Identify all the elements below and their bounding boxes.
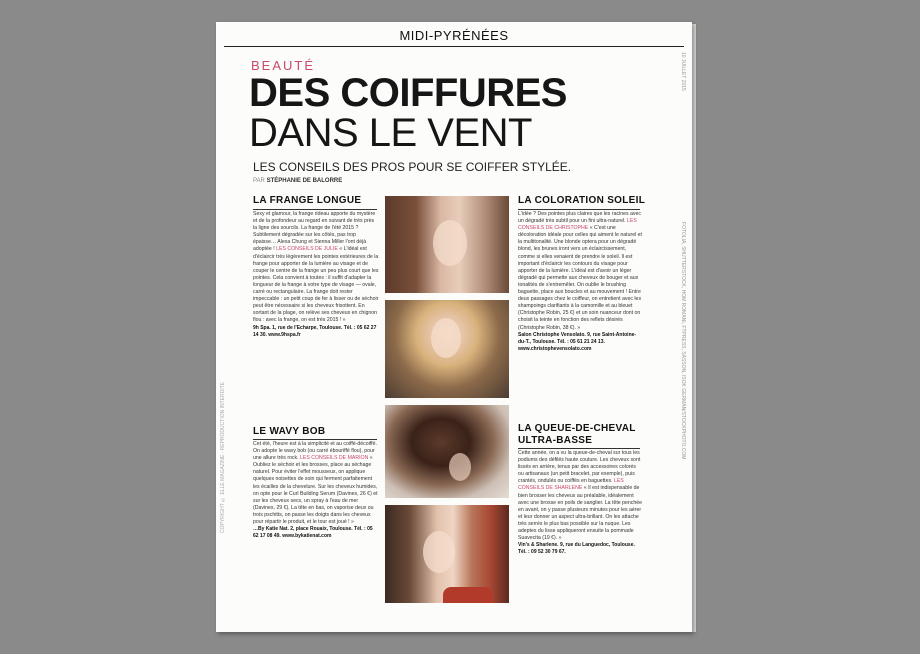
section-rule	[518, 448, 640, 449]
byline	[253, 178, 342, 184]
wavy-conseil-label: LES CONSEILS DE MARION	[300, 455, 369, 462]
article-column-queue	[518, 450, 642, 606]
coloration-intro: L'idée ? Des pointes plus claires que les racines avec un dégradé très subtil pour un fini ultra-naturel.	[518, 211, 641, 225]
photo-queue-de-cheval	[385, 505, 509, 603]
frange-address: 9h Spa. 1, rue de l'Echarpe, Toulouse. Tél. : 05 62 27 14 30. www.9hspa.fr	[253, 324, 377, 338]
article-column-frange	[253, 211, 379, 422]
side-copyright: COPYRIGHT © ELLE MAGAZINE - REPRODUCTION INTERDITE	[220, 382, 226, 533]
red-dress	[443, 587, 493, 603]
queue-title-line-2: ULTRA-BASSE	[518, 435, 593, 446]
face-shape	[433, 220, 467, 266]
page-edge	[692, 24, 696, 632]
face-shape	[449, 453, 471, 481]
wavy-address: …By Katie Nat. 2, place Rouaix, Toulouse. Tél. : 05 62 17 08 49. www.bykatienat.com	[253, 526, 373, 540]
photo-wavy-bob	[385, 405, 509, 498]
section-title-frange: LA FRANGE LONGUE	[253, 195, 362, 206]
face-shape	[423, 531, 455, 573]
article-column-wavy	[253, 441, 379, 606]
photo-coloration-soleil	[385, 300, 509, 398]
subtitle: LES CONSEILS DES PROS POUR SE COIFFER STYLÉE.	[253, 160, 572, 174]
header-rule	[224, 46, 684, 47]
frange-intro: Sexy et glamour, la frange rideau apporte du mystère et de la profondeur au regard en suivant de très près la ligne des sourcils. La frange de l'été 2015 ? Subtilement dégradée sur les côtés, pas trop épaisse… Alexa Chung et Sienna Miller l'ont déjà adoptée !	[253, 211, 376, 253]
side-credit: FOTOLIA, SHUTTERSTOCK, HOM ROMANI, FTPRESS, SASSON, ISOK GERMAN/STOCKPHOTO.COM	[680, 222, 686, 460]
section-rule	[518, 209, 640, 210]
wavy-intro: Cet été, l'heure est à la simplicité et au coiffé-décoiffé. On adopte le wavy bob (ou carré ébouriffé flou), pour une allure très rock.	[253, 441, 377, 462]
rubric: BEAUTÉ	[251, 58, 316, 73]
queue-intro: Cette année, on a vu la queue-de-cheval sur tous les podiums des défilés haute couture. Les cheveux sont lissés en arrière, tenus par des accessoires colorés ou artisanaux (un petit bracelet, par exemple), puis crantés, ondulés ou coiffés en baguettes.	[518, 450, 641, 485]
coloration-body: « C'est une décoloration idéale pour celles qui aiment le naturel et la multitonalité. Une blonde optera pour un dégradé blond, les brunes iront vers un éclaircissement, comme si elles venaient de prendre le soleil. Il est important d'éclaircir les contours du visage pour apporter de la lumière. L'idéal est d'avoir un léger dégradé qui permette aux cheveux de bouger et aux tonalités de s'entremêler. On oublie le brushing baguette, place aux boucles et au mouvement ! Entre deux passages chez le coiffeur, on entretient avec les shampoings clarifiants à la camomille et au bleuet (Christophe Robin, 25 €) et un soin nuanceur dont on choisit la teinte en fonction des reflets désirés (Christophe Robin, 38 €). »	[518, 225, 642, 331]
section-title-coloration: LA COLORATION SOLEIL	[518, 195, 646, 206]
section-title-wavy: LE WAVY BOB	[253, 426, 326, 437]
section-header: MIDI-PYRÉNÉES	[399, 28, 509, 43]
frange-body: « L'idéal est d'éclaircir très légèrement les pointes extérieures de la frange pour apporter de la lumière au visage et de couper le centre de la frange un peu plus court que les pointes. Cela convient à toutes : il suffit d'adapter la longueur de la frange à votre type de visage — ovale, carré ou rectangulaire. La frange doit rester impeccable : un petit coup de fer à lisser ou de séchoir peut être nécessaire si les cheveux frisottent. En sortant de la plage, on relève ses cheveux en chignon flou : avec la frange, on est très 2015 ! »	[253, 246, 379, 324]
section-rule	[253, 209, 377, 210]
byline-prefix: PAR	[253, 178, 265, 184]
coloration-conseil-label: LES CONSEILS DE CHRISTOPHE	[518, 218, 637, 232]
coloration-address: Salon Christophe Vensolato. 9, rue Saint-Antoine-du-T., Toulouse. Tél. : 05 61 21 24 13. www.christophevensolato.com	[518, 331, 637, 352]
article-column-coloration	[518, 211, 642, 418]
section-rule	[253, 439, 377, 440]
side-date: 10 JUILLET 2015	[680, 52, 686, 91]
section-title-queue	[518, 423, 636, 447]
frange-conseil-label: LES CONSEILS DE JULIE	[276, 246, 338, 253]
face-shape	[431, 318, 461, 358]
queue-conseil-label: LES CONSEILS DE SHARLENE	[518, 478, 624, 492]
headline-line-2: DANS LE VENT	[249, 111, 532, 155]
magazine-page	[216, 22, 692, 632]
byline-author: STÉPHANIE DE BALORRE	[266, 178, 343, 184]
headline-line-1: DES COIFFURES	[249, 71, 567, 115]
queue-address: Vin's & Sharlene. 9, rue du Languedoc, Toulouse. Tél. : 09 52 30 79 67.	[518, 542, 635, 556]
photo-frange-longue	[385, 196, 509, 293]
queue-title-line-1: LA QUEUE-DE-CHEVAL	[518, 423, 636, 434]
wavy-body: « Oubliez le séchoir et les brosses, place au séchage naturel. Pour éviter l'effet mousseux, on applique quelques noisettes de soin qui ferment parfaitement les écailles de la chevelure. Sur les cheveux humides, on opte pour le Curl Building Serum (Davines, 26 €) et sur les cheveux secs, un spray à l'eau de mer (Davines, 29 €). La tête en bas, on vaporise deux ou trois pschitts, on passe les doigts dans les cheveux pour répartir le produit, et le tour est joué ! »	[253, 455, 378, 526]
queue-body: « Il est indispensable de bien brosser les cheveux au préalable, idéalement avec une brosse en poils de sanglier. La tête penchée en avant, on y passe plusieurs minutes pour les aérer et leur donner un aspect ultra-brillant. On les attache très serrés le plus bas possible sur la nuque. Les adeptes du lisse appliqueront ensuite la pommade Suavecita (19 €). »	[518, 485, 642, 542]
